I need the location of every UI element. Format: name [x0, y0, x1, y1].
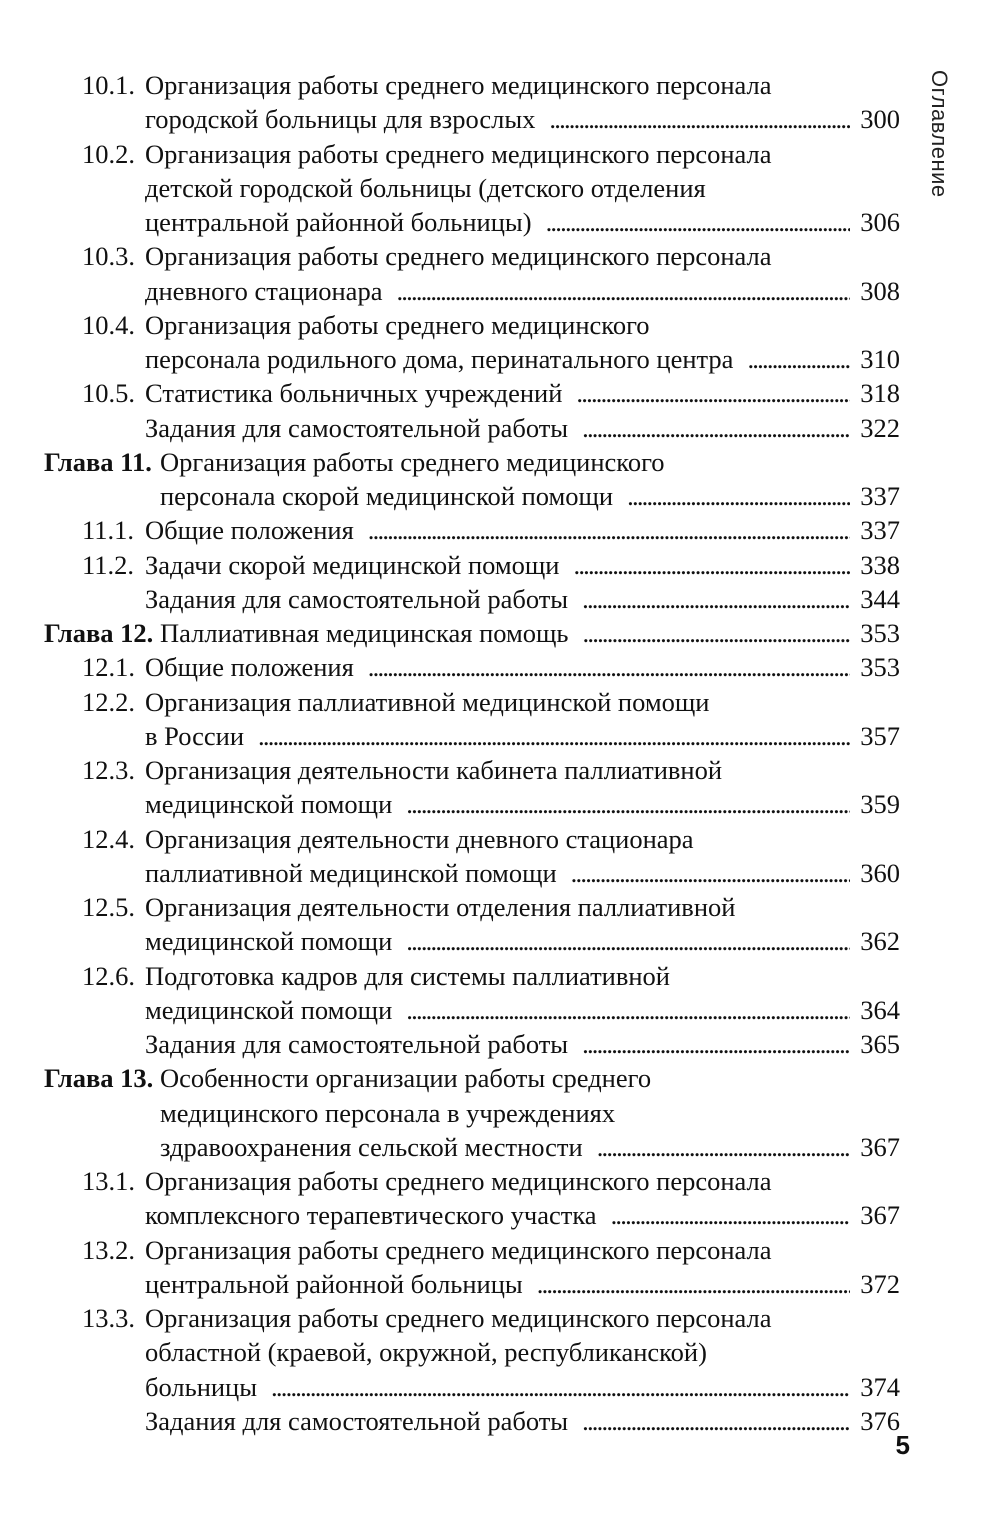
- leader-and-page: [396, 924, 900, 958]
- toc-section-entry[interactable]: [0, 1027, 1000, 1061]
- dot-leader: [597, 1130, 850, 1164]
- leader-and-page: [358, 513, 900, 547]
- toc-line: [0, 1096, 1000, 1130]
- entry-title: персонала родильного дома, перинатального центра: [145, 344, 734, 374]
- entry-title: Организация деятельности кабинета паллиативной: [145, 755, 723, 785]
- toc-section-entry[interactable]: [0, 1404, 1000, 1438]
- dot-leader: [611, 1198, 850, 1232]
- entry-title: Организация работы среднего медицинского персонала: [145, 1303, 772, 1333]
- entry-title: детской городской больницы (детского отделения: [145, 172, 706, 203]
- page-number: 5: [895, 1430, 910, 1460]
- toc-section-entry[interactable]: [0, 513, 1000, 547]
- dot-leader: [576, 376, 850, 410]
- section-number: 10.4.: [82, 309, 135, 340]
- toc-line: [0, 1404, 1000, 1438]
- page-ref: 353: [860, 618, 900, 648]
- toc-line: [0, 342, 1000, 376]
- toc-line: [0, 205, 1000, 239]
- toc-line: [0, 137, 1000, 171]
- toc-line: [0, 753, 1000, 787]
- entry-title: Организация работы среднего медицинского персонала: [145, 1166, 772, 1196]
- toc-line: [0, 1233, 1000, 1267]
- toc-section-entry[interactable]: [0, 822, 1000, 891]
- running-header: Оглавление: [927, 70, 952, 198]
- toc-line: [0, 1061, 1000, 1095]
- toc-line: [0, 102, 1000, 136]
- entry-title: областной (краевой, окружной, республиканской): [145, 1337, 707, 1368]
- toc-line: [0, 890, 1000, 924]
- section-number: 10.5.: [82, 378, 135, 409]
- page-ref: 344: [860, 583, 900, 614]
- entry-title: Задания для самостоятельной работы: [145, 583, 569, 614]
- leader-and-page: [396, 787, 900, 821]
- entry-title: Организация работы среднего медицинского персонала: [145, 138, 772, 169]
- toc-section-entry[interactable]: [0, 548, 1000, 582]
- leader-and-page: [601, 1198, 900, 1232]
- dot-leader: [368, 650, 850, 684]
- toc-section-entry[interactable]: [0, 308, 1000, 377]
- leader-and-page: [396, 993, 900, 1027]
- leader-and-page: [561, 856, 900, 890]
- toc-section-entry[interactable]: [0, 376, 1000, 410]
- toc-section-entry[interactable]: [0, 890, 1000, 959]
- toc-line: [0, 308, 1000, 342]
- section-number: 12.5.: [82, 892, 135, 922]
- entry-title: Подготовка кадров для системы паллиативной: [145, 960, 670, 991]
- page-ref: 338: [860, 549, 900, 580]
- dot-leader: [258, 719, 850, 753]
- leader-and-page: [527, 1267, 900, 1301]
- toc-line: [0, 1164, 1000, 1198]
- dot-leader: [271, 1370, 850, 1404]
- table-of-contents: [0, 68, 1000, 1438]
- dot-leader: [582, 1027, 850, 1061]
- entry-title: центральной районной больницы): [145, 207, 532, 237]
- entry-title: Организация деятельности дневного стационара: [145, 823, 694, 854]
- toc-chapter-entry[interactable]: [0, 1061, 1000, 1164]
- leader-and-page: [358, 650, 900, 684]
- toc-line: [0, 822, 1000, 856]
- toc-line: [0, 1370, 1000, 1404]
- section-number: 10.1.: [82, 70, 135, 100]
- dot-leader: [546, 205, 850, 239]
- section-number: 12.4.: [82, 823, 135, 854]
- page-ref: 374: [860, 1371, 900, 1402]
- page-ref: 300: [860, 104, 900, 135]
- entry-title: Задания для самостоятельной работы: [145, 1029, 569, 1059]
- dot-leader: [368, 513, 850, 547]
- toc-line: [0, 1267, 1000, 1301]
- dot-leader: [537, 1267, 850, 1301]
- entry-title: Организация деятельности отделения паллиативной: [145, 892, 736, 922]
- page-ref: 318: [860, 378, 900, 409]
- page-ref: 362: [860, 926, 900, 957]
- entry-title: Статистика больничных учреждений: [145, 378, 563, 409]
- section-number: 13.2.: [82, 1234, 135, 1265]
- dot-leader: [573, 548, 850, 582]
- toc-section-entry[interactable]: [0, 239, 1000, 308]
- leader-and-page: [566, 376, 900, 410]
- page-ref: 322: [860, 412, 900, 443]
- page-ref: 367: [860, 1131, 900, 1162]
- page-ref: 372: [860, 1268, 900, 1299]
- section-number: 11.1.: [82, 515, 135, 546]
- section-number: 13.1.: [82, 1166, 135, 1196]
- page-ref: 367: [860, 1200, 900, 1231]
- toc-line: [0, 274, 1000, 308]
- page-ref: 364: [860, 994, 900, 1025]
- toc-line: [0, 479, 1000, 513]
- section-number: 13.3.: [82, 1303, 135, 1333]
- toc-line: [0, 616, 1000, 650]
- toc-line: [0, 719, 1000, 753]
- entry-title: Организация работы среднего медицинского персонала: [145, 70, 772, 100]
- leader-and-page: [572, 582, 900, 616]
- entry-title: больницы: [145, 1371, 258, 1402]
- leader-and-page: [617, 479, 900, 513]
- toc-section-entry[interactable]: [0, 411, 1000, 445]
- toc-section-entry[interactable]: [0, 68, 1000, 137]
- page-ref: 376: [860, 1405, 900, 1436]
- page-ref: 359: [860, 789, 900, 820]
- toc-line: [0, 856, 1000, 890]
- chapter-number: Глава 11.: [44, 446, 152, 477]
- toc-line: [0, 582, 1000, 616]
- toc-section-entry[interactable]: [0, 650, 1000, 684]
- toc-line: [0, 1027, 1000, 1061]
- toc-section-entry[interactable]: [0, 959, 1000, 1028]
- chapter-number: Глава 13.: [44, 1063, 154, 1094]
- toc-line: [0, 1198, 1000, 1232]
- leader-and-page: [536, 205, 900, 239]
- page-ref: 365: [860, 1029, 900, 1059]
- toc-line: [0, 685, 1000, 719]
- page-ref: 337: [860, 515, 900, 546]
- toc-line: [0, 1130, 1000, 1164]
- leader-and-page: [261, 1370, 900, 1404]
- dot-leader: [747, 342, 850, 376]
- leader-and-page: [572, 1027, 900, 1061]
- toc-chapter-entry[interactable]: [0, 445, 1000, 514]
- toc-section-entry[interactable]: [0, 1164, 1000, 1233]
- toc-line: [0, 171, 1000, 205]
- section-number: 12.2.: [82, 686, 135, 717]
- dot-leader: [406, 787, 850, 821]
- dot-leader: [582, 1404, 850, 1438]
- leader-and-page: [572, 1404, 900, 1438]
- entry-title: Организация паллиативной медицинской помощи: [145, 686, 710, 717]
- toc-line: [0, 1301, 1000, 1335]
- toc-chapter-entry[interactable]: [0, 616, 1000, 650]
- toc-section-entry[interactable]: [0, 685, 1000, 754]
- page-ref: 353: [860, 652, 900, 683]
- entry-title: Организация работы среднего медицинского персонала: [145, 1234, 772, 1265]
- entry-title: Задания для самостоятельной работы: [145, 412, 569, 443]
- entry-title: Организация работы среднего медицинского персонала: [145, 241, 772, 272]
- section-number: 12.3.: [82, 755, 135, 785]
- leader-and-page: [737, 342, 900, 376]
- entry-title: медицинского персонала в учреждениях: [160, 1097, 616, 1128]
- leader-and-page: [587, 1130, 900, 1164]
- entry-title: Общие положения: [145, 652, 354, 683]
- entry-title: медицинской помощи: [145, 789, 393, 820]
- entry-title: центральной районной больницы: [145, 1268, 523, 1299]
- entry-title: Особенности организации работы среднего: [160, 1063, 652, 1094]
- toc-section-entry[interactable]: [0, 1233, 1000, 1302]
- entry-title: Паллиативная медицинская помощь: [160, 618, 569, 648]
- dot-leader: [406, 993, 850, 1027]
- toc-line: [0, 548, 1000, 582]
- toc-line: [0, 650, 1000, 684]
- page-ref: 308: [860, 275, 900, 306]
- entry-title: Задачи скорой медицинской помощи: [145, 549, 560, 580]
- entry-title: здравоохранения сельской местности: [160, 1131, 583, 1162]
- page-ref: 310: [860, 344, 900, 374]
- toc-line: [0, 411, 1000, 445]
- leader-and-page: [572, 411, 900, 445]
- toc-line: [0, 68, 1000, 102]
- entry-title: Задания для самостоятельной работы: [145, 1405, 569, 1436]
- entry-title: персонала скорой медицинской помощи: [160, 481, 614, 511]
- toc-section-entry[interactable]: [0, 1301, 1000, 1404]
- entry-title: паллиативной медицинской помощи: [145, 857, 557, 888]
- entry-title: Общие положения: [145, 515, 354, 546]
- dot-leader: [582, 582, 850, 616]
- entry-title: медицинской помощи: [145, 926, 393, 957]
- toc-line: [0, 239, 1000, 273]
- entry-title: дневного стационара: [145, 275, 383, 306]
- dot-leader: [571, 856, 850, 890]
- leader-and-page: [386, 274, 900, 308]
- dot-leader: [627, 479, 850, 513]
- entry-title: Организация работы среднего медицинского: [145, 309, 650, 340]
- dot-leader: [582, 411, 850, 445]
- page-ref: 360: [860, 857, 900, 888]
- dot-leader: [583, 616, 850, 650]
- section-number: 12.1.: [82, 652, 135, 683]
- entry-title: Организация работы среднего медицинского: [160, 446, 665, 477]
- leader-and-page: [539, 102, 900, 136]
- section-number: 12.6.: [82, 960, 135, 991]
- toc-line: [0, 445, 1000, 479]
- entry-title: комплексного терапевтического участка: [145, 1200, 597, 1231]
- entry-title: городской больницы для взрослых: [145, 104, 536, 135]
- toc-line: [0, 513, 1000, 547]
- toc-section-entry[interactable]: [0, 137, 1000, 240]
- entry-title: медицинской помощи: [145, 994, 393, 1025]
- toc-line: [0, 1335, 1000, 1369]
- dot-leader: [396, 274, 850, 308]
- section-number: 10.3.: [82, 241, 135, 272]
- entry-title: в России: [145, 720, 245, 751]
- leader-and-page: [563, 548, 900, 582]
- toc-line: [0, 993, 1000, 1027]
- section-number: 11.2.: [82, 549, 135, 580]
- dot-leader: [549, 102, 850, 136]
- chapter-number: Глава 12.: [44, 618, 154, 648]
- toc-section-entry[interactable]: [0, 582, 1000, 616]
- toc-line: [0, 959, 1000, 993]
- toc-section-entry[interactable]: [0, 753, 1000, 822]
- page-ref: 337: [860, 481, 900, 511]
- section-number: 10.2.: [82, 138, 135, 169]
- leader-and-page: [248, 719, 900, 753]
- toc-line: [0, 787, 1000, 821]
- toc-line: [0, 924, 1000, 958]
- dot-leader: [406, 924, 850, 958]
- toc-line: [0, 376, 1000, 410]
- leader-and-page: [573, 616, 900, 650]
- page-ref: 357: [860, 720, 900, 751]
- page-ref: 306: [860, 207, 900, 237]
